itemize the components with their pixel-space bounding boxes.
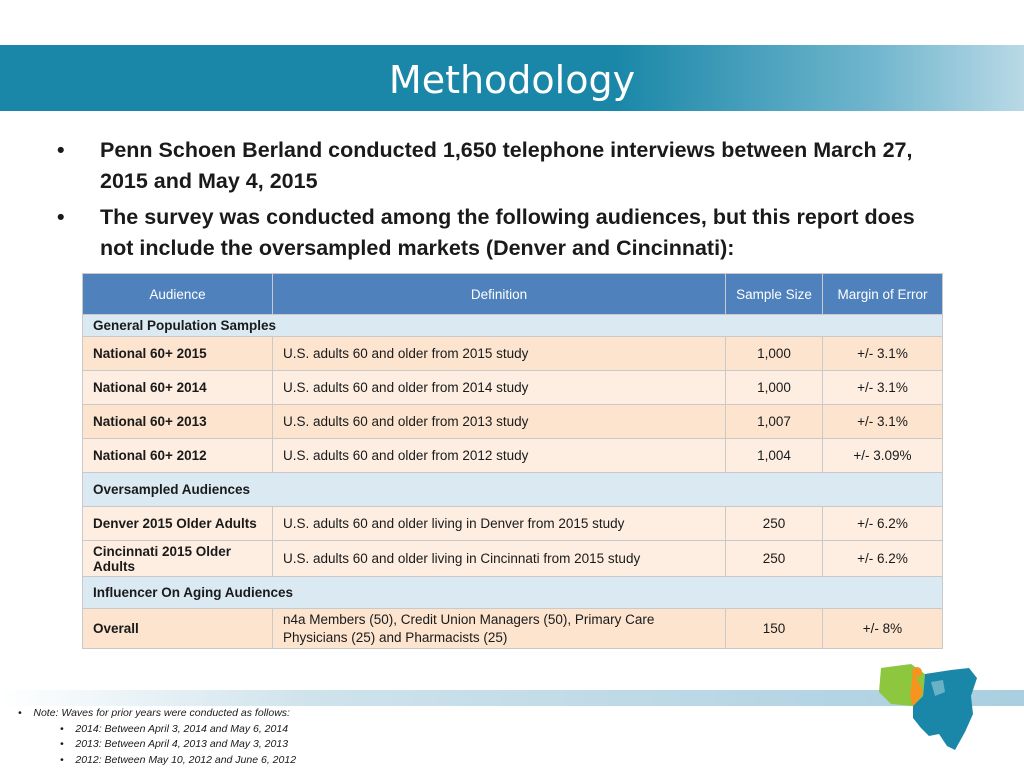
definition-cell: U.S. adults 60 and older living in Denver from 2015 study xyxy=(273,507,726,541)
bullet-text: Penn Schoen Berland conducted 1,650 telephone interviews between March 27, 2015 and May 4, 2015 xyxy=(100,138,913,193)
audience-cell: Overall xyxy=(83,609,273,649)
definition-cell: U.S. adults 60 and older from 2015 study xyxy=(273,337,726,371)
note-text: Note: Waves for prior years were conducted as follows: xyxy=(33,707,290,719)
bullet-item xyxy=(55,135,935,197)
header-sample-size: Sample Size xyxy=(726,274,823,315)
bullet-dot: • xyxy=(57,138,65,162)
moe-cell: +/- 6.2% xyxy=(823,541,943,577)
section-title: Influencer On Aging Audiences xyxy=(83,577,943,609)
audience-cell: National 60+ 2014 xyxy=(83,371,273,405)
bullet-dot: • xyxy=(57,205,65,229)
note-bullet: • xyxy=(60,722,64,735)
section-title: General Population Samples xyxy=(83,315,943,337)
note-item-text: 2012: Between May 10, 2012 and June 6, 2012 xyxy=(75,753,297,766)
note-item xyxy=(18,737,296,753)
table-header-row xyxy=(83,274,943,315)
sample-cell: 150 xyxy=(726,609,823,649)
audience-cell: National 60+ 2015 xyxy=(83,337,273,371)
section-row xyxy=(83,473,943,507)
definition-cell: U.S. adults 60 and older from 2012 study xyxy=(273,439,726,473)
audience-cell: Denver 2015 Older Adults xyxy=(83,507,273,541)
note-item-text: 2014: Between April 3, 2014 and May 6, 2014 xyxy=(75,722,289,735)
slide-title: Methodology xyxy=(388,58,636,102)
table-row xyxy=(83,405,943,439)
footer-band xyxy=(0,690,1024,706)
table-row xyxy=(83,541,943,577)
sample-cell: 250 xyxy=(726,541,823,577)
audience-cell: Cincinnati 2015 Older Adults xyxy=(83,541,273,577)
header-margin-of-error: Margin of Error xyxy=(823,274,943,315)
moe-cell: +/- 3.1% xyxy=(823,371,943,405)
bullet-text: The survey was conducted among the following audiences, but this report does not include the oversampled markets (Denver and Cincinnati): xyxy=(100,205,915,260)
definition-cell: n4a Members (50), Credit Union Managers (50), Primary Care Physicians (25) and Pharmacists (25) xyxy=(273,609,726,649)
definition-cell: U.S. adults 60 and older from 2013 study xyxy=(273,405,726,439)
note-item-text: 2013: Between April 4, 2013 and May 3, 2013 xyxy=(75,738,289,750)
note-bullet: • xyxy=(60,753,64,766)
audience-cell: National 60+ 2012 xyxy=(83,439,273,473)
note-item xyxy=(18,753,296,768)
moe-cell: +/- 8% xyxy=(823,609,943,649)
sample-cell: 1,007 xyxy=(726,405,823,439)
note-main xyxy=(18,706,296,722)
moe-cell: +/- 3.1% xyxy=(823,405,943,439)
table-row xyxy=(83,439,943,473)
note-item xyxy=(18,722,296,738)
section-row xyxy=(83,315,943,337)
header-audience: Audience xyxy=(83,274,273,315)
bullet-item xyxy=(55,202,935,264)
bullet-list xyxy=(55,135,935,269)
definition-cell: U.S. adults 60 and older from 2014 study xyxy=(273,371,726,405)
sample-cell: 1,004 xyxy=(726,439,823,473)
sample-cell: 1,000 xyxy=(726,371,823,405)
sample-cell: 1,000 xyxy=(726,337,823,371)
moe-cell: +/- 3.1% xyxy=(823,337,943,371)
us-map-logo-icon xyxy=(873,662,981,757)
moe-cell: +/- 3.09% xyxy=(823,439,943,473)
footnotes xyxy=(18,706,296,768)
header-definition: Definition xyxy=(273,274,726,315)
table-row xyxy=(83,337,943,371)
note-bullet: • xyxy=(18,707,22,719)
note-bullet: • xyxy=(60,738,64,750)
section-title: Oversampled Audiences xyxy=(83,473,943,507)
section-row xyxy=(83,577,943,609)
table-row xyxy=(83,507,943,541)
table-row xyxy=(83,609,943,649)
moe-cell: +/- 6.2% xyxy=(823,507,943,541)
table-row xyxy=(83,371,943,405)
definition-cell: U.S. adults 60 and older living in Cincinnati from 2015 study xyxy=(273,541,726,577)
methodology-table xyxy=(82,273,943,649)
sample-cell: 250 xyxy=(726,507,823,541)
logo-figure-head xyxy=(912,667,922,677)
audience-cell: National 60+ 2013 xyxy=(83,405,273,439)
